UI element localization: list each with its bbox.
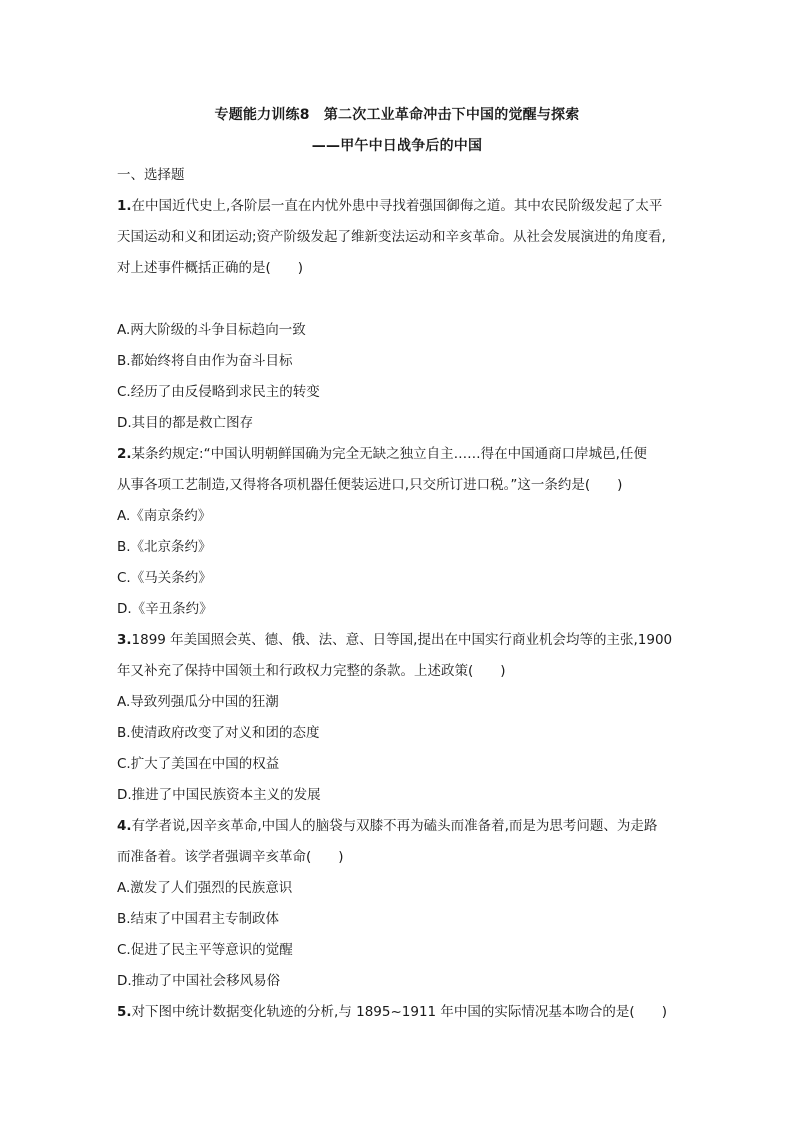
question-3-line-1 [117,630,687,650]
question-2-number: 2. [117,446,132,462]
question-4-option-c: C.促进了民主平等意识的觉醒 [117,942,293,958]
question-4-option-b: B.结束了中国君主专制政体 [117,911,280,927]
question-2-text-1: 某条约规定:“中国认明朝鲜国确为完全无缺之独立自主……得在中国通商口岸城邑,任便 [131,446,647,462]
question-4-text-1: 有学者说,因辛亥革命,中国人的脑袋与双膝不再为磕头而准备着,而是为思考问题、为走路 [131,818,658,834]
question-3-line-2: 年又补充了保持中国领土和行政权力完整的条款。上述政策( ) [117,663,506,679]
question-2-option-a: A.《南京条约》 [117,508,212,524]
page-title: 专题能力训练8 第二次工业革命冲击下中国的觉醒与探索 [214,107,580,123]
page-subtitle: ——甲午中日战争后的中国 [311,138,483,154]
question-4-option-a: A.激发了人们强烈的民族意识 [117,880,293,896]
question-4-number: 4. [117,818,132,834]
question-3-text-1: 1899 年美国照会英、德、俄、法、意、日等国,提出在中国实行商业机会均等的主张,1900 [131,632,673,648]
question-3-option-b: B.使清政府改变了对义和团的态度 [117,725,320,741]
question-1-text-1: 在中国近代史上,各阶层一直在内忧外患中寻找着强国御侮之道。其中农民阶级发起了太平 [131,198,663,214]
question-1-option-b: B.都始终将自由作为奋斗目标 [117,353,293,369]
question-1-option-d: D.其目的都是救亡图存 [117,415,254,431]
question-2-option-d: D.《辛丑条约》 [117,601,213,617]
question-3-option-c: C.扩大了美国在中国的权益 [117,756,280,772]
question-1-number: 1. [117,198,132,214]
question-3-option-d: D.推进了中国民族资本主义的发展 [117,787,321,803]
section-heading: 一、选择题 [117,167,185,183]
question-4-line-2: 而准备着。该学者强调辛亥革命( ) [117,849,344,865]
question-1-option-a: A.两大阶级的斗争目标趋向一致 [117,322,306,338]
question-2-option-b: B.《北京条约》 [117,539,212,555]
question-2-line-2: 从事各项工艺制造,又得将各项机器任便装运进口,只交所订进口税。”这一条约是( ) [117,477,623,493]
question-5-number: 5. [117,1004,132,1020]
question-1-line-1 [117,196,687,216]
question-1-line-3: 对上述事件概括正确的是( ) [117,260,304,276]
question-3-number: 3. [117,632,132,648]
question-1-option-c: C.经历了由反侵略到求民主的转变 [117,384,320,400]
question-5-text-1: 对下图中统计数据变化轨迹的分析,与 1895~1911 年中国的实际情况基本吻合的是( ) [131,1004,667,1020]
question-1-line-2: 天国运动和义和团运动;资产阶级发起了维新变法运动和辛亥革命。从社会发展演进的角度看, [117,229,666,245]
question-4-line-1 [117,816,687,836]
question-2-line-1 [117,444,687,464]
question-5-line-1 [117,1002,687,1022]
question-2-option-c: C.《马关条约》 [117,570,212,586]
question-3-option-a: A.导致列强瓜分中国的狂潮 [117,694,279,710]
question-4-option-d: D.推动了中国社会移风易俗 [117,973,281,989]
